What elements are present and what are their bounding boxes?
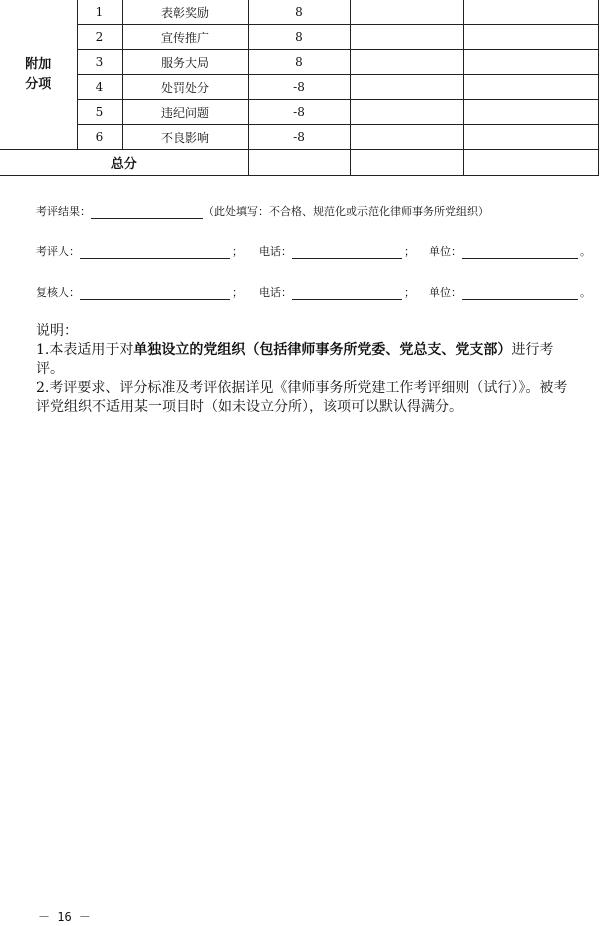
row-score: -8 [248, 125, 350, 150]
reviewer-unit-blank[interactable] [462, 287, 578, 300]
evaluator-row [36, 243, 591, 259]
empty-cell [350, 50, 463, 75]
notes-section [36, 322, 576, 417]
empty-cell [350, 100, 463, 125]
empty-cell [463, 75, 598, 100]
reviewer-row [36, 284, 591, 300]
phone-label: 电话： [259, 245, 292, 258]
row-number: 6 [77, 125, 122, 150]
row-item: 处罚处分 [122, 75, 248, 100]
evaluator-blank[interactable] [80, 246, 230, 259]
table-row [0, 125, 598, 150]
empty-cell [463, 125, 598, 150]
reviewer-label: 复核人： [36, 286, 80, 299]
table-row [0, 75, 598, 100]
empty-cell [463, 100, 598, 125]
phone-label: 电话： [259, 286, 292, 299]
row-number: 2 [77, 25, 122, 50]
row-number: 1 [77, 0, 122, 25]
reviewer-phone-blank[interactable] [292, 287, 402, 300]
note-2: 2.考评要求、评分标准及考评依据详见《律师事务所党建工作考评细则（试行）》。被考评党组织不适用某一项目时（如未设立分所），该项可以默认得满分。 [36, 380, 568, 415]
row-item: 宣传推广 [122, 25, 248, 50]
empty-cell [350, 25, 463, 50]
table-row [0, 0, 598, 25]
row-number: 5 [77, 100, 122, 125]
row-score: 8 [248, 50, 350, 75]
row-item: 违纪问题 [122, 100, 248, 125]
unit-label: 单位： [429, 245, 462, 258]
note-1-prefix: 1.本表适用于对 [36, 342, 134, 358]
result-hint: （此处填写：不合格、规范化或示范化律师事务所党组织） [203, 205, 489, 218]
table-row [0, 25, 598, 50]
evaluator-unit-blank[interactable] [462, 246, 578, 259]
section-label-cell [0, 0, 77, 150]
empty-cell [350, 0, 463, 25]
evaluator-label: 考评人： [36, 245, 80, 258]
result-blank[interactable] [91, 206, 203, 219]
total-score-cell [248, 150, 350, 176]
table-row [0, 50, 598, 75]
total-row [0, 150, 598, 176]
row-item: 不良影响 [122, 125, 248, 150]
note-1-bold: 单独设立的党组织（包括律师事务所党委、党总支、党支部） [133, 342, 512, 358]
empty-cell [463, 50, 598, 75]
row-number: 4 [77, 75, 122, 100]
page-number: － 16 － [38, 910, 91, 924]
semicolon: ； [232, 245, 243, 258]
result-label: 考评结果： [36, 205, 91, 218]
row-score: -8 [248, 100, 350, 125]
empty-cell [463, 150, 598, 176]
empty-cell [463, 0, 598, 25]
result-row [36, 203, 489, 219]
section-label-line2: 分项 [25, 76, 52, 92]
note-1-suffix: 进行考评。 [36, 342, 554, 377]
empty-cell [350, 125, 463, 150]
row-score: 8 [248, 25, 350, 50]
total-label: 总分 [0, 150, 248, 176]
note-1 [36, 341, 576, 379]
empty-cell [463, 25, 598, 50]
semicolon: ； [232, 286, 243, 299]
row-score: 8 [248, 0, 350, 25]
notes-heading: 说明： [36, 323, 78, 339]
row-score: -8 [248, 75, 350, 100]
row-item: 表彰奖励 [122, 0, 248, 25]
semicolon: ； [404, 245, 415, 258]
table-row [0, 100, 598, 125]
scoring-table [0, 0, 599, 176]
period: 。 [580, 286, 591, 299]
evaluator-phone-blank[interactable] [292, 246, 402, 259]
empty-cell [350, 75, 463, 100]
section-label-line1: 附加 [25, 56, 52, 72]
row-number: 3 [77, 50, 122, 75]
empty-cell [350, 150, 463, 176]
period: 。 [580, 245, 591, 258]
semicolon: ； [404, 286, 415, 299]
reviewer-blank[interactable] [80, 287, 230, 300]
row-item: 服务大局 [122, 50, 248, 75]
unit-label: 单位： [429, 286, 462, 299]
